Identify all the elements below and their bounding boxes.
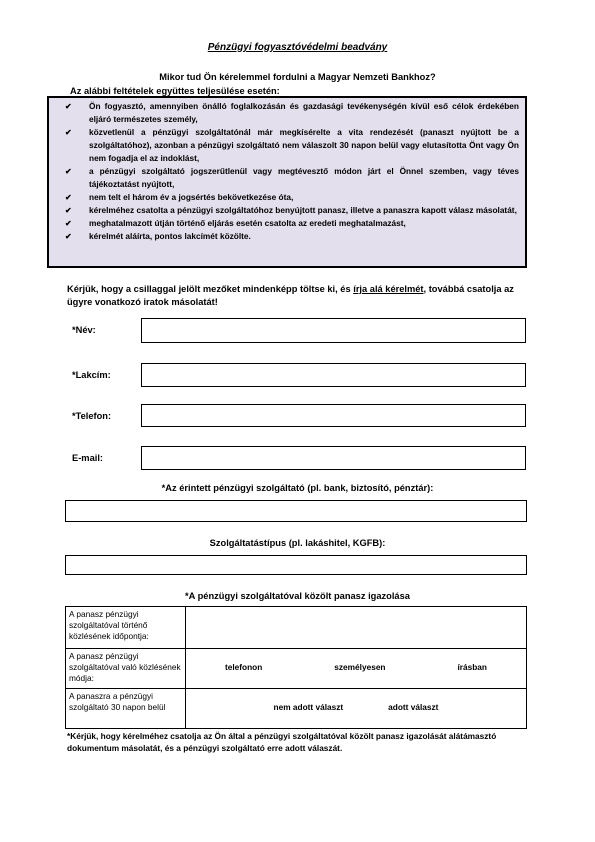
option-in-writing[interactable]: írásban xyxy=(457,662,487,672)
table-row xyxy=(66,689,527,729)
condition-text: Ön fogyasztó, amennyiben önálló foglalkozásán és gazdasági tevékenységén kívül eső célok érdekében eljáró természetes személy, xyxy=(89,101,519,124)
condition-text: a pénzügyi szolgáltató jogszerűtlenül vagy megtévesztő módon járt el Önnel szemben, vagy téves tájékoztatást nyújtott, xyxy=(89,166,519,189)
condition-text: kérelmét aláírta, pontos lakcímét közölte. xyxy=(89,231,251,241)
condition-item xyxy=(57,230,519,243)
checkmark-icon: ✔ xyxy=(65,219,72,228)
phone-field[interactable] xyxy=(141,404,526,427)
attachment-footnote: *Kérjük, hogy kérelméhez csatolja az Ön által a pénzügyi szolgáltatóval közölt panasz igazolását alátámasztó dokumentum másolatát, és a pénzügyi szolgáltató erre adott válaszát. xyxy=(67,731,497,753)
option-phone[interactable]: telefonon xyxy=(224,662,263,672)
complaint-date-field[interactable] xyxy=(186,607,527,649)
condition-item xyxy=(57,126,519,165)
conditions-box xyxy=(47,96,527,268)
checkmark-icon: ✔ xyxy=(65,167,72,176)
condition-item xyxy=(57,204,519,217)
complaint-method-question: A panasz pénzügyi szolgáltatóval való közlésének módja: xyxy=(66,649,186,689)
checkmark-icon: ✔ xyxy=(65,193,72,202)
provider-label: *Az érintett pénzügyi szolgáltató (pl. bank, biztosító, pénztár): xyxy=(161,483,434,493)
complaint-method-options xyxy=(186,649,527,689)
condition-text: kérelméhez csatolta a pénzügyi szolgáltatóhoz benyújtott panasz, illetve a panaszra kapott válasz másolatát, xyxy=(89,205,517,215)
table-row xyxy=(66,607,527,649)
email-label: E-mail: xyxy=(72,453,103,463)
checkmark-icon: ✔ xyxy=(65,128,72,137)
address-label: *Lakcím: xyxy=(72,370,111,380)
condition-text: közvetlenül a pénzügyi szolgáltatónál már megkísérelte a vita rendezését (panaszt nyújtott be a szolgáltatóhoz), azonban a pénzügyi szolgáltató nem válaszolt 30 napon belül vagy elutasította Önt vagy Ön nem fogadja el az indoklást, xyxy=(89,127,519,163)
eligibility-question: Mikor tud Ön kérelemmel fordulni a Magyar Nemzeti Bankhoz? xyxy=(159,72,436,82)
address-field[interactable] xyxy=(141,363,526,387)
phone-label: *Telefon: xyxy=(72,411,112,421)
fill-instructions xyxy=(67,283,529,309)
conditions-list xyxy=(57,100,519,243)
table-row xyxy=(66,649,527,689)
service-type-field[interactable] xyxy=(65,555,527,575)
complaint-proof-table xyxy=(65,606,527,729)
condition-item xyxy=(57,191,519,204)
name-label: *Név: xyxy=(72,325,96,335)
response-question: A panaszra a pénzügyi szolgáltató 30 napon belül xyxy=(66,689,186,729)
instructions-text-2: , továbbá csatolja az ügyre vonatkozó iratok másolatát! xyxy=(67,284,514,307)
condition-item xyxy=(57,165,519,191)
service-type-label: Szolgáltatástípus (pl. lakáshitel, KGFB): xyxy=(209,538,386,548)
provider-field[interactable] xyxy=(65,500,527,522)
instructions-sign-emphasis: írja alá kérelmét xyxy=(353,284,424,294)
email-field[interactable] xyxy=(141,446,526,470)
complaint-date-question: A panasz pénzügyi szolgáltatóval történő közlésének időpontja: xyxy=(66,607,186,649)
checkmark-icon: ✔ xyxy=(65,102,72,111)
option-responded[interactable]: adott választ xyxy=(388,702,439,712)
instructions-text-1: Kérjük, hogy a csillaggal jelölt mezőket mindenképp töltse ki, és xyxy=(67,284,354,294)
form-title: Pénzügyi fogyasztóvédelmi beadvány xyxy=(207,42,388,53)
checkmark-icon: ✔ xyxy=(65,206,72,215)
checkmark-icon: ✔ xyxy=(65,232,72,241)
proof-section-heading: *A pénzügyi szolgáltatóval közölt panasz igazolása xyxy=(185,591,410,601)
condition-text: nem telt el három év a jogsértés bekövetkezése óta, xyxy=(89,192,294,202)
option-no-response[interactable]: nem adott választ xyxy=(273,702,344,712)
response-options xyxy=(186,689,527,729)
option-in-person[interactable]: személyesen xyxy=(334,662,386,672)
condition-text: meghatalmazott útján történő eljárás esetén csatolta az eredeti meghatalmazást, xyxy=(89,218,406,228)
name-field[interactable] xyxy=(141,318,526,343)
condition-item xyxy=(57,217,519,230)
condition-item xyxy=(57,100,519,126)
conditions-intro: Az alábbi feltételek együttes teljesülése esetén: xyxy=(70,86,280,96)
